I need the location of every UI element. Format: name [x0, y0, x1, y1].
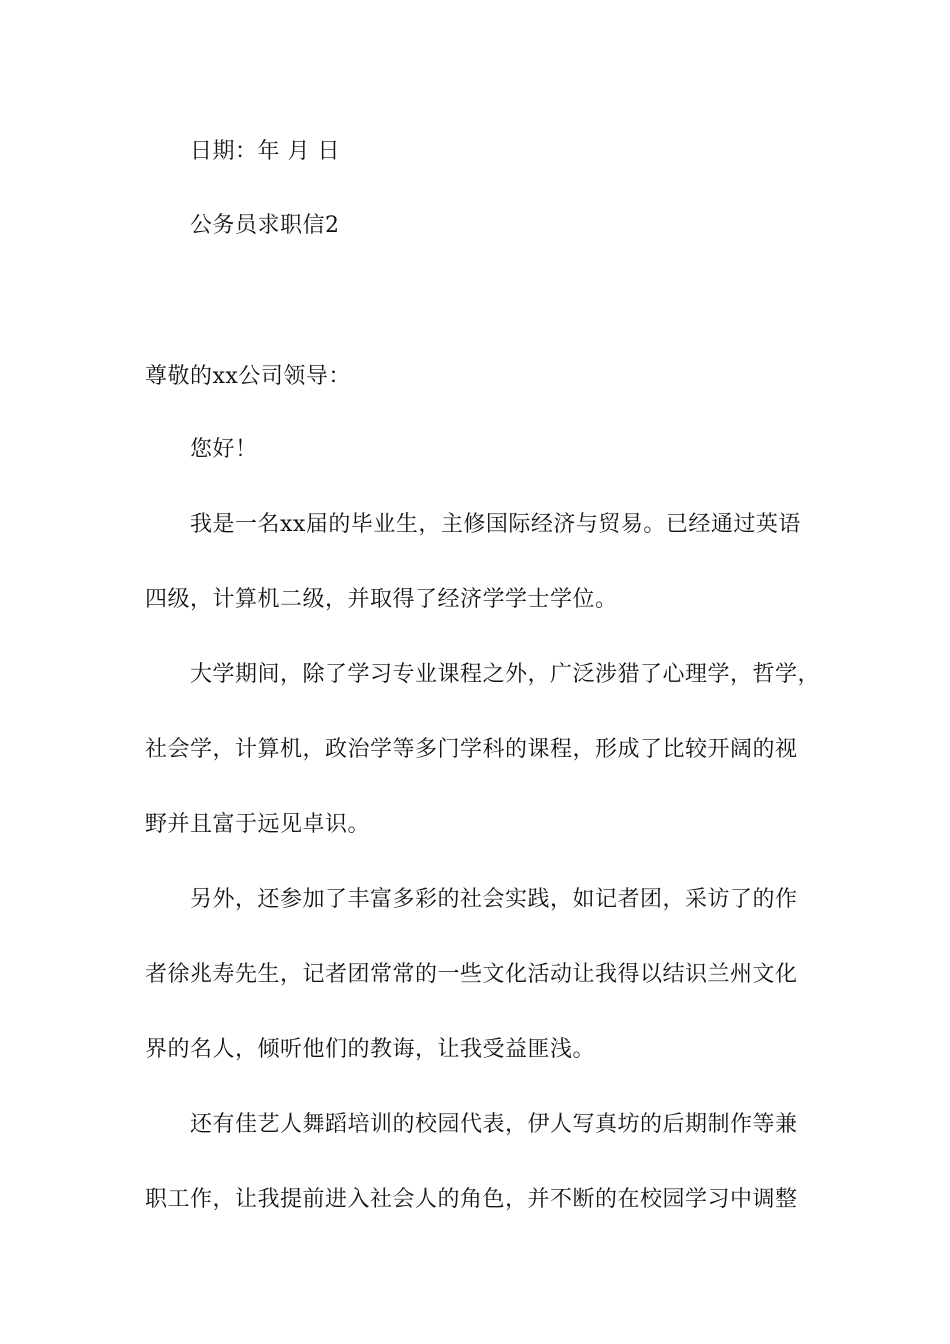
paragraph-line: 还有佳艺人舞蹈培训的校园代表，伊人写真坊的后期制作等兼 [190, 1112, 798, 1137]
paragraph-line: 野并且富于远见卓识。 [145, 812, 371, 837]
letter-heading: 公务员求职信2 [190, 213, 340, 238]
paragraph-line: 职工作，让我提前进入社会人的角色，并不断的在校园学习中调整 [145, 1187, 798, 1212]
paragraph-line: 我是一名xx届的毕业生，主修国际经济与贸易。已经通过英语 [190, 512, 801, 537]
salutation: 尊敬的xx公司领导： [145, 364, 351, 389]
paragraph-line: 四级，计算机二级，并取得了经济学学士学位。 [145, 587, 618, 612]
greeting: 您好！ [190, 437, 258, 462]
paragraph-line: 另外，还参加了丰富多彩的社会实践，如记者团，采访了的作 [190, 887, 798, 912]
paragraph-line: 大学期间，除了学习专业课程之外，广泛涉猎了心理学，哲学， [190, 662, 821, 687]
paragraph-line: 界的名人，倾听他们的教诲，让我受益匪浅。 [145, 1037, 596, 1062]
paragraph-line: 社会学，计算机，政治学等多门学科的课程，形成了比较开阔的视 [145, 737, 798, 762]
date-line: 日期：年 月 日 [190, 139, 340, 164]
paragraph-line: 者徐兆寿先生，记者团常常的一些文化活动让我得以结识兰州文化 [145, 962, 798, 987]
